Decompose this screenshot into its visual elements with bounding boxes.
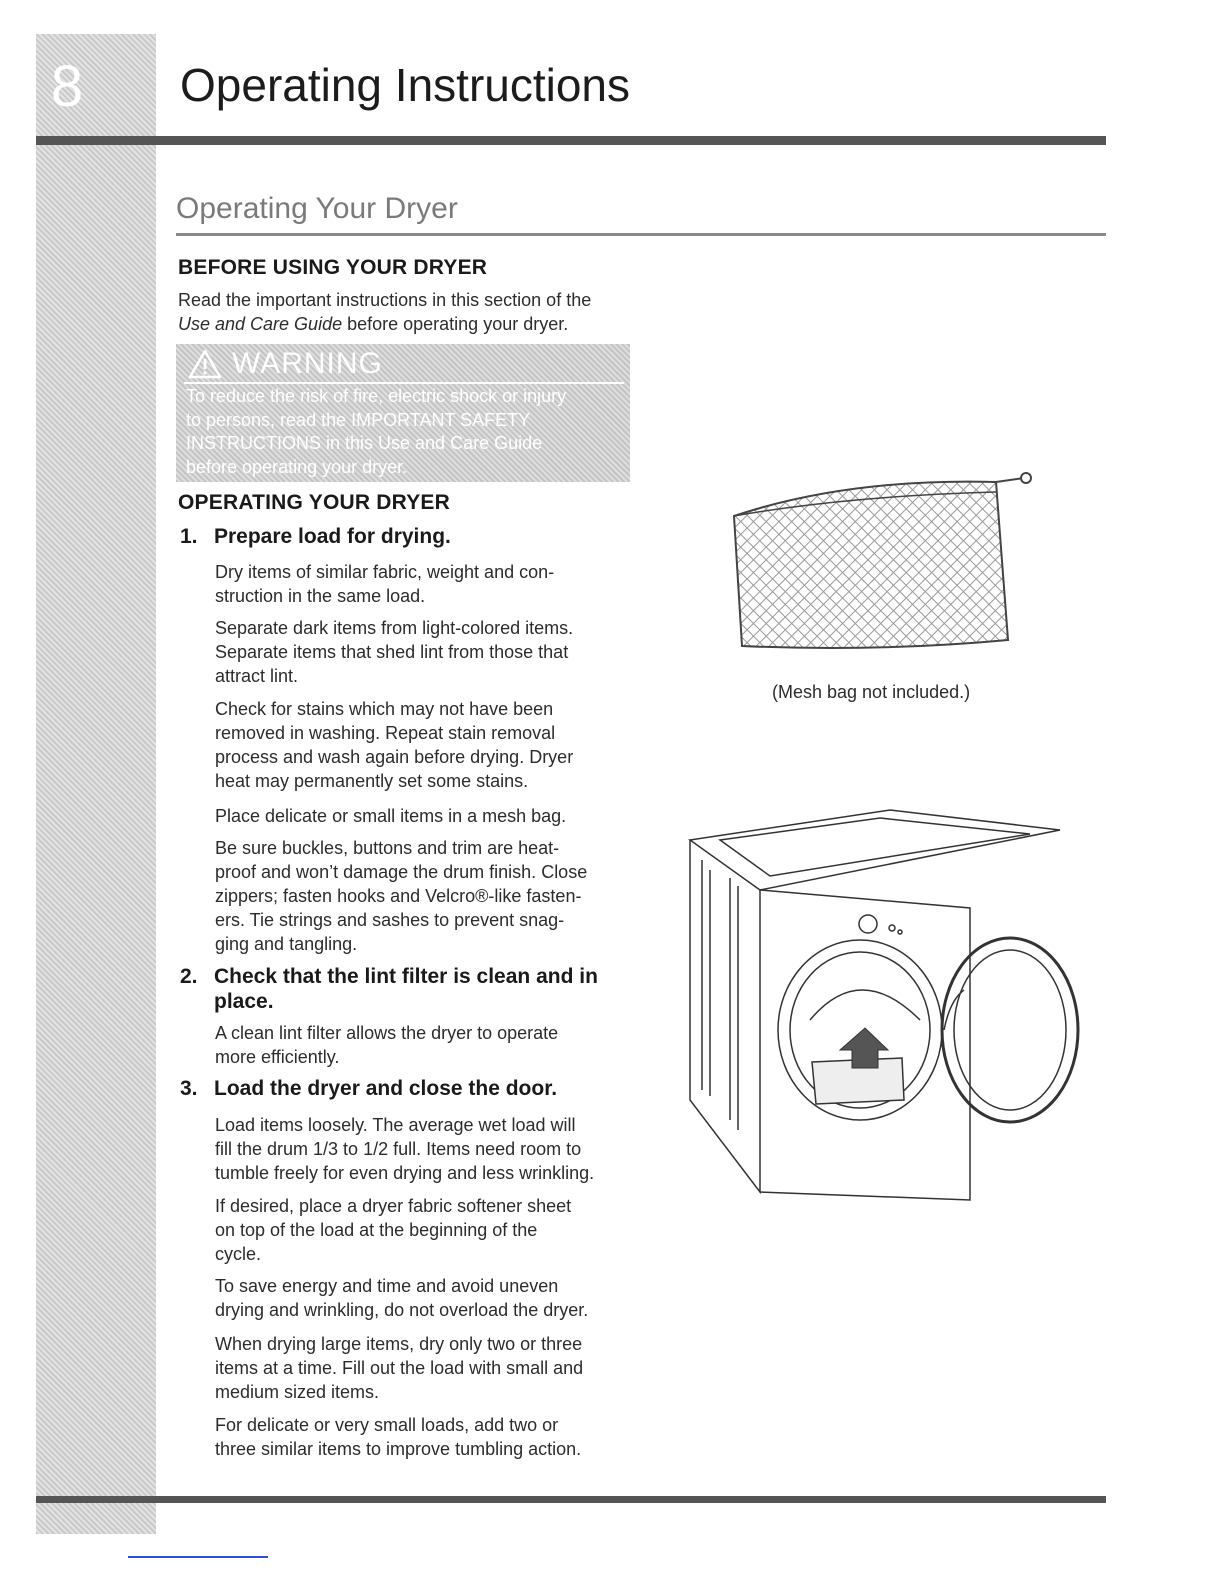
before-using-text bbox=[178, 288, 648, 336]
mesh-bag-illustration bbox=[728, 470, 1040, 670]
text-line: ers. Tie strings and sashes to prevent snag- bbox=[215, 910, 565, 930]
text-line: Be sure buckles, buttons and trim are heat- bbox=[215, 838, 560, 858]
text-line: three similar items to improve tumbling action. bbox=[215, 1439, 582, 1459]
text-line: attract lint. bbox=[215, 666, 299, 686]
text-line: When drying large items, dry only two or three bbox=[215, 1334, 583, 1354]
warning-text bbox=[186, 385, 616, 479]
text-line: Separate dark items from light-colored items. bbox=[215, 618, 574, 638]
text-line: removed in washing. Repeat stain removal bbox=[215, 723, 556, 743]
text-line: Check for stains which may not have been bbox=[215, 699, 554, 719]
text-line: ging and tangling. bbox=[215, 934, 358, 954]
bottom-link-underline bbox=[128, 1556, 268, 1558]
mesh-bag-caption: (Mesh bag not included.) bbox=[772, 682, 971, 702]
section-title: Operating Your Dryer bbox=[176, 192, 458, 225]
warning-line: before operating your dryer. bbox=[186, 456, 408, 477]
step-1-paragraph bbox=[215, 616, 635, 688]
step-number: 2. bbox=[180, 965, 198, 988]
step-3-paragraph bbox=[215, 1113, 635, 1185]
step-3-paragraph bbox=[215, 1194, 635, 1266]
text-line: For delicate or very small loads, add two or bbox=[215, 1415, 559, 1435]
page-title: Operating Instructions bbox=[180, 59, 631, 111]
before-using-heading: BEFORE USING YOUR DRYER bbox=[178, 256, 488, 279]
text-line: If desired, place a dryer fabric softener sheet bbox=[215, 1196, 572, 1216]
text-line: items at a time. Fill out the load with small and bbox=[215, 1358, 584, 1378]
warning-triangle-icon bbox=[188, 349, 222, 379]
operating-heading: OPERATING YOUR DRYER bbox=[178, 491, 450, 514]
text-line: process and wash again before drying. Dryer bbox=[215, 747, 574, 767]
warning-line: INSTRUCTIONS in this Use and Care Guide bbox=[186, 433, 543, 453]
text-line: on top of the load at the beginning of the bbox=[215, 1220, 538, 1240]
warning-rule bbox=[184, 382, 624, 384]
warning-box bbox=[176, 344, 630, 482]
text-line: fill the drum 1/3 to 1/2 full. Items need room to bbox=[215, 1139, 582, 1159]
step-3-paragraph bbox=[215, 1274, 635, 1322]
step-label: Prepare load for drying. bbox=[214, 525, 451, 548]
dryer-illustration bbox=[680, 800, 1080, 1210]
step-2-paragraph bbox=[215, 1021, 635, 1069]
text-line: Place delicate or small items in a mesh bag. bbox=[215, 806, 567, 826]
warning-line: To reduce the risk of fire, electric shock or injury bbox=[186, 386, 567, 406]
text-line: heat may permanently set some stains. bbox=[215, 771, 529, 791]
text-line: proof and won’t damage the drum finish. Close bbox=[215, 862, 588, 882]
warning-title: WARNING bbox=[232, 347, 383, 380]
text-line: Separate items that shed lint from those that bbox=[215, 642, 569, 662]
step-1-paragraph bbox=[215, 560, 635, 608]
step-1-title bbox=[180, 524, 451, 549]
text-line: struction in the same load. bbox=[215, 586, 426, 606]
step-number: 1. bbox=[180, 525, 198, 548]
step-1-paragraph bbox=[215, 697, 635, 793]
step-2-title bbox=[180, 964, 624, 1014]
text-line: tumble freely for even drying and less wrinkling. bbox=[215, 1163, 595, 1183]
title-rule bbox=[36, 136, 1106, 145]
intro-text-pre: Read the important instructions in this section of the bbox=[178, 290, 592, 310]
text-line: Load items loosely. The average wet load will bbox=[215, 1115, 576, 1135]
step-1-paragraph bbox=[215, 836, 635, 956]
page-number: 8 bbox=[50, 54, 84, 119]
text-line: drying and wrinkling, do not overload the dryer. bbox=[215, 1300, 589, 1320]
warning-header bbox=[188, 347, 383, 381]
text-line: To save energy and time and avoid uneven bbox=[215, 1276, 559, 1296]
step-label: Load the dryer and close the door. bbox=[214, 1077, 558, 1100]
warning-line: to persons, read the IMPORTANT SAFETY bbox=[186, 409, 531, 430]
text-line: A clean lint filter allows the dryer to operate bbox=[215, 1023, 559, 1043]
text-line: zippers; fasten hooks and Velcro®-like fasten- bbox=[215, 886, 582, 906]
guide-name: Use and Care Guide bbox=[178, 314, 343, 334]
step-3-title bbox=[180, 1076, 557, 1101]
bottom-rule bbox=[36, 1496, 1106, 1503]
text-line: Dry items of similar fabric, weight and con- bbox=[215, 562, 555, 582]
step-label: Check that the lint filter is clean and in place. bbox=[214, 965, 598, 1013]
step-1-paragraph bbox=[215, 804, 635, 828]
text-line: medium sized items. bbox=[215, 1382, 380, 1402]
step-number: 3. bbox=[180, 1077, 198, 1100]
step-3-paragraph bbox=[215, 1413, 635, 1461]
intro-text-post: before operating your dryer. bbox=[342, 314, 569, 334]
section-rule bbox=[176, 233, 1106, 236]
text-line: more efficiently. bbox=[215, 1047, 340, 1067]
text-line: cycle. bbox=[215, 1244, 262, 1264]
step-3-paragraph bbox=[215, 1332, 635, 1404]
side-tab-bar bbox=[36, 34, 156, 1534]
